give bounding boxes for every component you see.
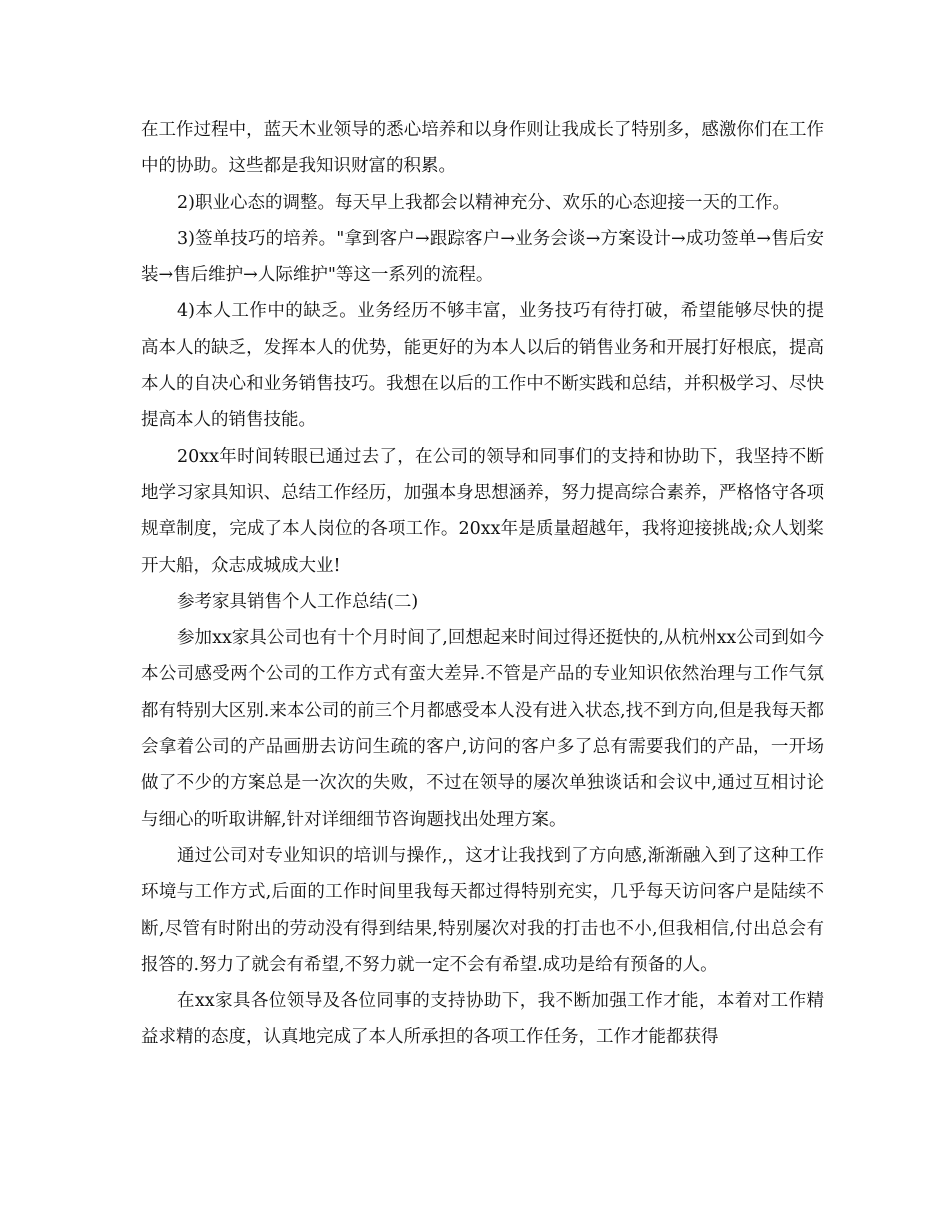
paragraph-support: 在xx家具各位领导及各位同事的支持协助下，我不断加强工作才能，本着对工作精益求精的态度，认真地完成了本人所承担的各项工作任务，工作才能都获得 xyxy=(141,991,824,1048)
paragraph-joining-company: 参加xx家具公司也有十个月时间了,回想起来时间过得还挺快的,从杭州xx公司到如今本公司感受两个公司的工作方式有蛮大差异.不管是产品的专业知识依然治理与工作气氛都有特别大区别.来本公司的前三个月都感受本人没有进入状态,找不到方向,但是我每天都会拿着公司的产品画册去访问生疏的客户,访问的客户多了总有需要我们的产品，一开场做了不少的方案总是一次次的失败，不过在领导的屡次单独谈话和会议中,通过互相讨论与细心的听取讲解,针对详细细节咨询题找出处理方案。 xyxy=(141,628,824,830)
paragraph-continuation: 在工作过程中，蓝天木业领导的悉心培养和以身作则让我成长了特别多，感激你们在工作中的协助。这些都是我知识财富的积累。 xyxy=(141,120,824,177)
paragraph-signing-skills: 3)签单技巧的培养。"拿到客户→跟踪客户→业务会谈→方案设计→成功签单→售后安装→售后维护→人际维护"等这一系列的流程。 xyxy=(141,228,824,286)
paragraph-training: 通过公司对专业知识的培训与操作,，这才让我找到了方向感,渐渐融入到了这种工作环境与工作方式,后面的工作时间里我每天都过得特别充实，几乎每天访问客户是陆续不断,尽管有时附出的劳动没有得到结果,特别屡次对我的打击也不小,但我相信,付出总会有报答的.努力了就会有希望,不努力就一定不会有希望.成功是给有预备的人。 xyxy=(141,845,824,975)
document-body xyxy=(141,112,824,1056)
paragraph-attitude-adjustment: 2)职业心态的调整。每天早上我都会以精神充分、欢乐的心态迎接一天的工作。 xyxy=(177,192,790,213)
paragraph-shortcomings: 4)本人工作中的缺乏。业务经历不够丰富，业务技巧有待打破，希望能够尽快的提高本人的缺乏，发挥本人的优势，能更好的为本人以后的销售业务和开展打好根底，提高本人的自决心和业务销售技巧。我想在以后的工作中不断实践和总结，并积极学习、尽快提高本人的销售技能。 xyxy=(141,301,824,431)
paragraph-year-summary: 20xx年时间转眼已通过去了，在公司的领导和同事们的支持和协助下，我坚持不断地学习家具知识、总结工作经历，加强本身思想涵养，努力提高综合素养，严格恪守各项规章制度，完成了本人岗位的各项工作。20xx年是质量超越年，我将迎接挑战;众人划桨开大船，众志成城成大业! xyxy=(141,446,824,576)
section-heading: 参考家具销售个人工作总结(二) xyxy=(177,591,419,612)
